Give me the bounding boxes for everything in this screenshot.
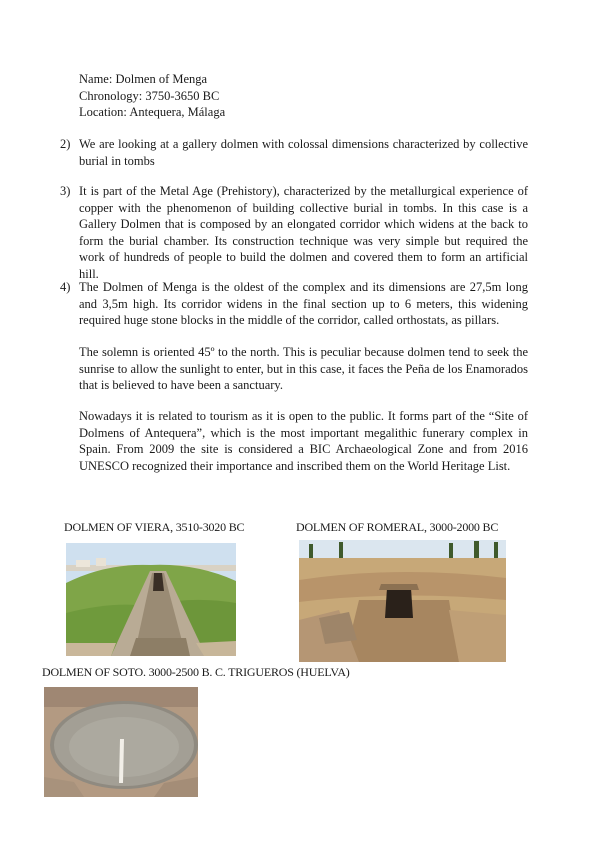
list-item: [60, 279, 528, 329]
list-item: [60, 136, 528, 169]
monument-header: [79, 71, 225, 121]
list-item-text: It is part of the Metal Age (Prehistory), characterized by the metallurgical experience of copper with the phenomenon of building collective burial in tombs. In this case is a Gallery Dolmen that is composed by an elongated corridor which widens at the back to form the burial chamber. Its construction technique was very simple but required the work of hundreds of people to build the dolmen and covered them to form an artificial hill.: [79, 184, 528, 281]
tourism-paragraph: Nowadays it is related to tourism as it is open to the public. It forms part of the “Site of Dolmens of Antequera”, which is the most important megalithic funerary complex in Spain. From 2009 the site is considered a BIC Archaeological Zone and from 2016 UNESCO recognized their importance and inscribed them on the World Heritage List.: [79, 409, 528, 473]
photo-dolmen-soto: [44, 687, 198, 797]
list-item-number: 3): [60, 184, 71, 198]
list-item-number: 2): [60, 137, 71, 151]
list-item-text: The Dolmen of Menga is the oldest of the complex and its dimensions are 27,5m long and 3,5m high. Its corridor widens in the final section up to 6 meters, this widening required huge stone blocks in the middle of the corridor, called orthostats, as pillars.: [79, 280, 528, 327]
monument-location: Location: Antequera, Málaga: [79, 105, 226, 119]
monument-chronology: Chronology: 3750-3650 BC: [79, 88, 220, 103]
figure-caption-soto: DOLMEN OF SOTO. 3000-2500 B. C. TRIGUEROS (HUELVA): [42, 665, 350, 679]
monument-name: Name: Dolmen of Menga: [79, 72, 208, 86]
photo-dolmen-romeral: [299, 540, 506, 662]
photo-dolmen-viera: [66, 543, 236, 656]
figure-caption-romeral: DOLMEN OF ROMERAL, 3000-2000 BC: [296, 520, 499, 534]
list-item-text: We are looking at a gallery dolmen with colossal dimensions characterized by collective burial in tombs: [79, 137, 528, 168]
list-item: [60, 183, 528, 282]
figure-caption-viera: DOLMEN OF VIERA, 3510-3020 BC: [64, 520, 245, 534]
orientation-paragraph: The solemn is oriented 45º to the north. This is peculiar because dolmen tend to seek the sunrise to allow the sunlight to enter, but in this case, it faces the Peña de los Enamorados that is believed to have been a sanctuary.: [79, 345, 528, 392]
list-item-number: 4): [60, 280, 71, 294]
